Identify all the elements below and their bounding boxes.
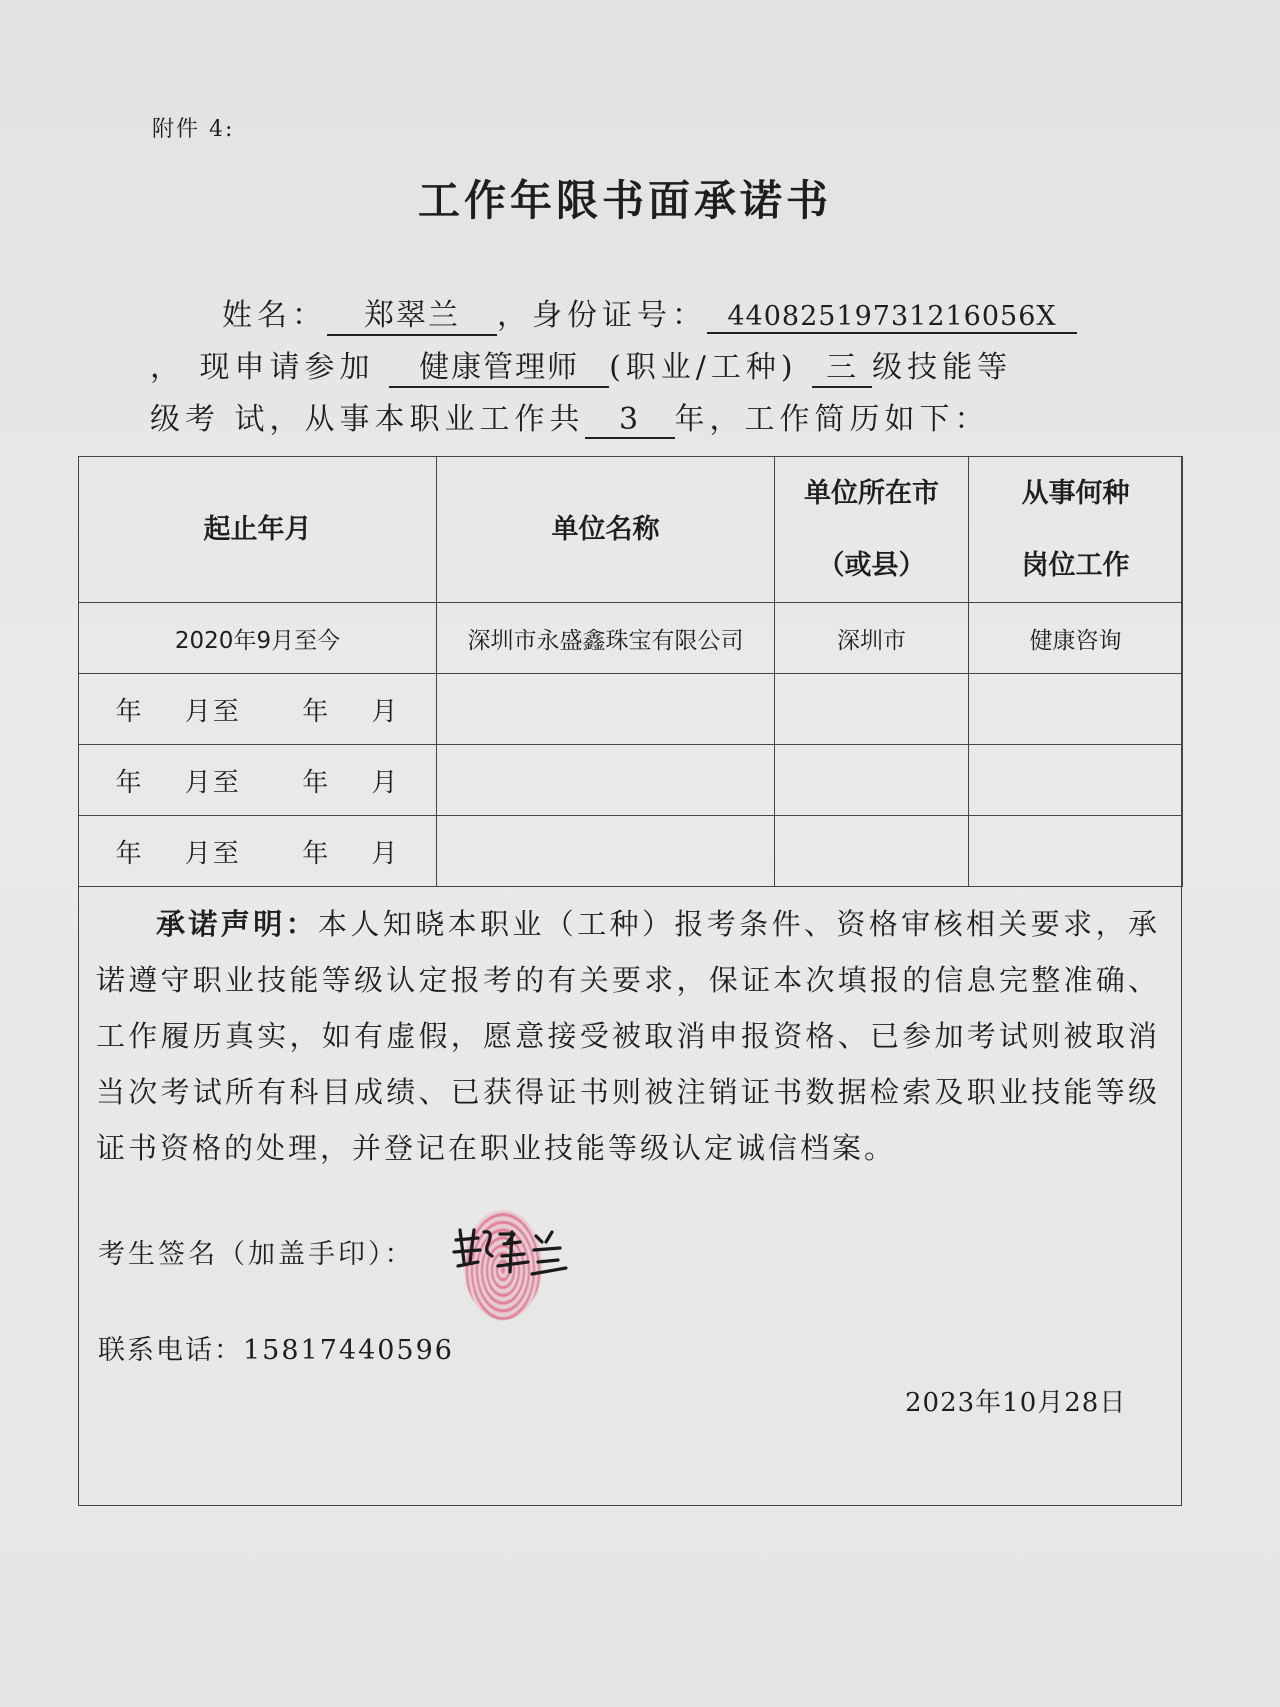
row-4-city <box>775 816 969 887</box>
table-row <box>79 745 1183 816</box>
row-3-position <box>969 745 1183 816</box>
intro-line-2 <box>150 342 1012 388</box>
row-1-position: 健康咨询 <box>969 603 1183 674</box>
phone-line <box>98 1328 454 1367</box>
row-3-company <box>437 745 775 816</box>
row-1-company: 深圳市永盛鑫珠宝有限公司 <box>437 603 775 674</box>
commitment-statement <box>96 896 1160 1176</box>
occupation-value: 健康管理师 <box>389 342 609 388</box>
phone-value: 15817440596 <box>243 1335 454 1366</box>
table-row <box>79 603 1183 674</box>
statement-text: 本人知晓本职业（工种）报考条件、资格审核相关要求，承诺遵守职业技能等级认定报考的有关要求，保证本次填报的信息完整准确、工作履历真实，如有虚假，愿意接受被取消申报资格、已参加考试则被取消当次考试所有科目成绩、已获得证书则被注销证书数据检索及职业技能等级证书资格的处理，并登记在职业技能等级认定诚信档案。 <box>96 907 1160 1165</box>
table-row <box>79 674 1183 745</box>
table-row <box>79 816 1183 887</box>
intro-line-1 <box>222 290 1077 336</box>
level-suffix: 级技能等 <box>872 350 1013 385</box>
attachment-label: 附件 4: <box>152 117 235 142</box>
row-2-position <box>969 674 1183 745</box>
header-city <box>775 457 969 603</box>
occupation-suffix: (职业/工种) <box>609 350 798 385</box>
work-history-table <box>78 456 1183 887</box>
row-4-position <box>969 816 1183 887</box>
id-label: ，身份证号： <box>497 298 707 333</box>
row-4-company <box>437 816 775 887</box>
row-2-city <box>775 674 969 745</box>
row-2-company <box>437 674 775 745</box>
apply-prefix: ， 现申请参加 <box>150 350 375 385</box>
header-position-line-2: 岗位工作 <box>1021 549 1130 581</box>
header-city-line-1: 单位所在市 <box>804 477 939 509</box>
exam-prefix: 级考 试，从事本职业工作共 <box>150 402 585 437</box>
id-number-value: 44082519731216056X <box>707 301 1077 334</box>
row-1-city: 深圳市 <box>775 603 969 674</box>
table-header-row <box>79 457 1183 603</box>
header-company: 单位名称 <box>437 457 775 603</box>
years-value: 3 <box>585 402 675 439</box>
row-4-period: 年 月至 年 月 <box>79 816 437 887</box>
statement-label: 承诺声明： <box>156 907 318 941</box>
row-2-period: 年 月至 年 月 <box>79 674 437 745</box>
name-value: 郑翠兰 <box>327 290 497 336</box>
name-label: 姓名： <box>222 298 327 333</box>
row-3-period: 年 月至 年 月 <box>79 745 437 816</box>
row-1-period: 2020年9月至今 <box>79 603 437 674</box>
years-suffix: 年，工作简历如下： <box>674 402 990 437</box>
level-value: 三 <box>812 342 872 388</box>
header-period: 起止年月 <box>79 457 437 603</box>
header-city-line-2: （或县） <box>817 549 926 581</box>
intro-line-3 <box>150 394 990 439</box>
header-position-line-1: 从事何种 <box>1021 477 1130 509</box>
header-position <box>969 457 1183 603</box>
handwritten-signature <box>448 1222 568 1282</box>
document-title: 工作年限书面承诺书 <box>417 176 832 225</box>
row-3-city <box>775 745 969 816</box>
signature-label: 考生签名（加盖手印）： <box>98 1239 415 1270</box>
signing-date: 2023年10月28日 <box>905 1388 1127 1418</box>
phone-label: 联系电话： <box>98 1335 243 1366</box>
